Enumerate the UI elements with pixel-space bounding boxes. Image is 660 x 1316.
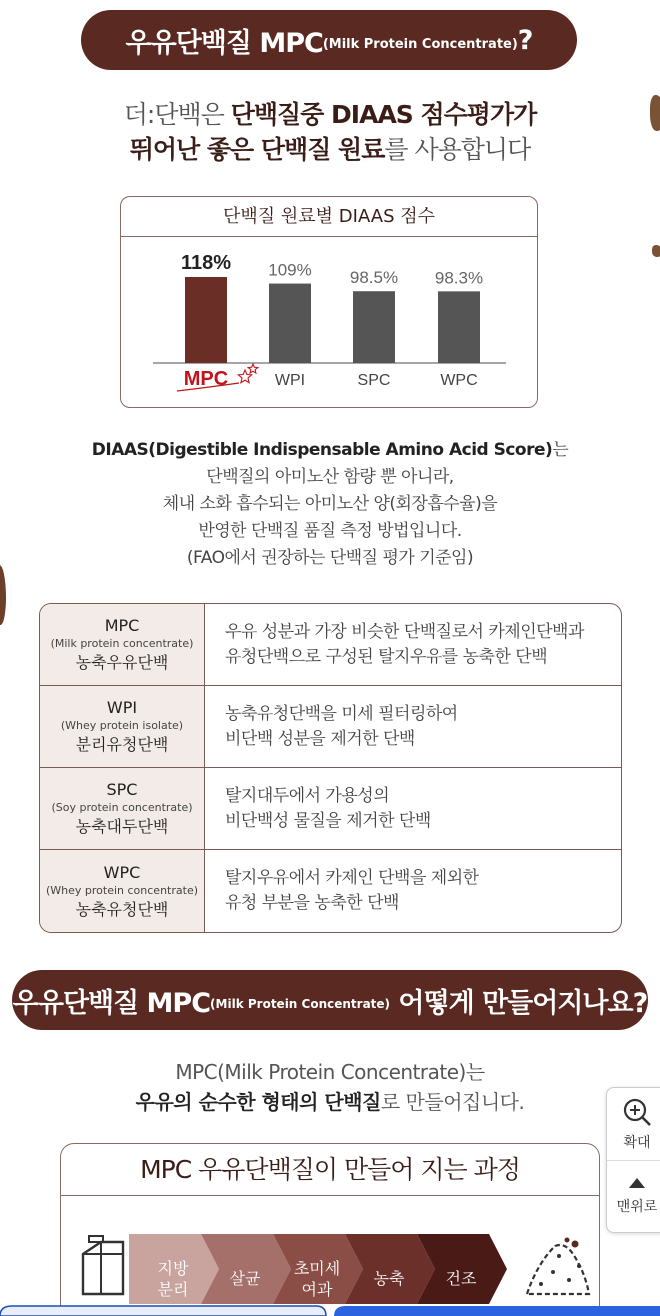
section2-title-paren: (Milk Protein Concentrate) [210,997,391,1011]
term-abbr: MPC [104,616,140,635]
protein-definitions-table [39,603,622,933]
description-cell [205,850,621,932]
section2-line-2-plain: 로 만들어집니다. [380,1090,525,1114]
term-cell [40,604,205,686]
table-row [40,850,621,932]
section-title-paren: (Milk Protein Concentrate) [322,36,518,52]
intro-line-2 [0,132,660,167]
term-cell [40,850,205,932]
section-title-main: 우유단백질 MPC [125,27,323,59]
term-full: (Milk protein concentrate) [50,637,194,650]
chart-title: 단백질 원료별 DIAAS 점수 [121,197,537,237]
diaas-line-2: 단백질의 아미노산 함량 뿐 아니라, [206,467,454,487]
arrow-up-icon [627,1176,647,1190]
section-title-how-made [12,970,648,1030]
floating-panel [606,1087,660,1233]
description-line: 농축유청단백을 미세 필터링하여 [225,703,458,724]
term-full: (Whey protein concentrate) [46,883,198,897]
table-row [40,604,621,686]
panel-divider [607,1160,660,1161]
category-label: SPC [357,372,391,389]
table-row [40,768,621,850]
term-korean: 분리유청단백 [75,735,169,754]
bottom-edge [0,1304,660,1316]
category-label: WPC [440,372,478,389]
section2-intro [0,1057,660,1117]
description-cell [205,686,621,768]
process-step-label: 초미세 [293,1259,341,1278]
powder-pile-icon [527,1238,589,1295]
bar-mpc [185,277,227,363]
zoom-label: 확대 [623,1135,651,1151]
diaas-chart-box [120,196,538,408]
bar-spc [353,291,395,363]
description-line: 비단백 성분을 제거한 단백 [225,728,415,749]
section-title-mpc [81,10,577,70]
process-diagram [61,1144,601,1314]
star-icon [238,370,251,383]
process-step-label: 지방 [157,1259,189,1278]
process-step-label: 여과 [301,1280,333,1299]
description-line: 유청 부분을 농축한 단백 [225,893,399,913]
description-line: 유청단백으로 구성된 탈지우유를 농축한 단백 [225,646,548,667]
zoom-in-icon [621,1096,653,1128]
diaas-line-1-bold: DIAAS(Digestible Indispensable Amino Acid Score) [91,440,553,460]
diaas-line-1 [0,437,660,464]
diaas-line-5: (FAO에서 권장하는 단백질 평가 기준임) [186,548,474,568]
term-full: (Soy protein concentrate) [51,801,193,814]
section2-title-main: 우유단백질 MPC [12,987,211,1019]
section-title-question: ? [517,24,533,56]
scroll-top-button[interactable] [607,1172,660,1228]
milk-carton-icon [83,1236,123,1294]
description-line: 탈지대두에서 가용성의 [225,785,390,806]
bar-value-label: 98.5% [349,268,399,288]
diaas-chart [121,237,539,407]
intro-line-2-plain: 를 사용합니다 [384,135,531,164]
process-step-label: 농축 [373,1269,405,1288]
category-label: WPI [274,372,306,389]
description-cell [205,604,621,686]
term-abbr: WPC [103,862,141,882]
term-cell [40,768,205,850]
bar-value-label: 98.3% [434,268,484,288]
process-step-label: 분리 [157,1280,189,1299]
intro-line-1 [0,97,660,132]
term-korean: 농축우유단백 [75,653,169,672]
decorative-crumb [0,565,6,625]
zoom-button[interactable] [607,1096,660,1160]
table-row [40,686,621,768]
bar-wpi [269,284,311,363]
section2-title-tail: 어떻게 만들어지나요? [390,987,648,1019]
category-label: MPC [183,368,229,390]
decorative-crumb [652,245,660,257]
description-line: 우유 성분과 가장 비슷한 단백질로서 카제인단백과 [225,621,584,642]
intro-text [0,97,660,167]
term-full: (Whey protein isolate) [60,719,184,732]
intro-line-1-bold: 단백질중 DIAAS 점수평가가 [230,100,537,129]
process-step-label: 살균 [229,1269,261,1288]
scroll-top-label: 맨위로 [616,1199,658,1215]
diaas-line-1-plain: 는 [552,440,569,460]
intro-line-2-bold: 뛰어난 좋은 단백질 원료 [129,135,385,164]
diaas-line-3: 체내 소화 흡수되는 아미노산 양(회장흡수율)을 [162,494,498,514]
term-cell [40,686,205,768]
bar-value-label: 118% [180,252,232,274]
process-box [60,1143,600,1316]
section2-line-2 [0,1087,660,1117]
bar-value-label: 109% [268,260,312,280]
section2-line-1: MPC(Milk Protein Concentrate)는 [175,1060,485,1084]
term-abbr: SPC [106,780,138,799]
diaas-explanation [0,437,660,572]
description-line: 탈지우유에서 카제인 단백을 제외한 [225,868,479,888]
process-step-label: 건조 [445,1269,477,1288]
diaas-line-4: 반영한 단백질 품질 측정 방법입니다. [198,521,462,541]
star-icon [248,364,258,373]
bar-wpc [438,291,480,363]
description-line: 비단백성 물질을 제거한 단백 [225,810,431,831]
term-korean: 농축대두단백 [75,817,169,836]
intro-line-1-plain: 더:단백은 [123,100,231,129]
term-korean: 농축유청단백 [75,899,169,919]
term-abbr: WPI [106,698,138,717]
process-title: MPC 우유단백질이 만들어 지는 과정 [61,1144,599,1196]
description-cell [205,768,621,850]
section2-line-2-bold: 우유의 순수한 형태의 단백질 [135,1090,381,1114]
